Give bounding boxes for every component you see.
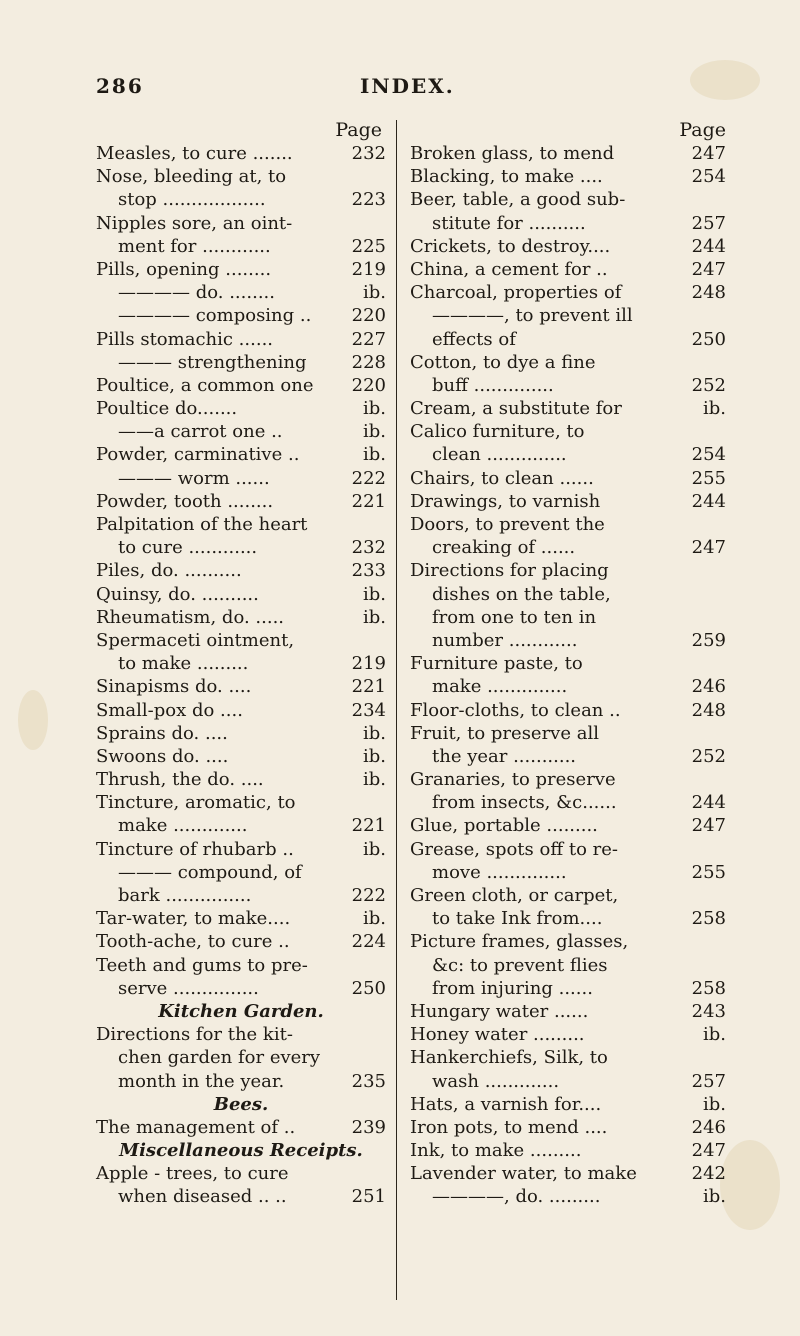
entry-text: Honey water .........	[410, 1024, 585, 1046]
entry-text: Chairs, to clean ......	[410, 467, 594, 489]
index-entry	[410, 1116, 726, 1139]
index-entry	[410, 1046, 726, 1069]
entry-text: Tooth-ache, to cure ..	[96, 931, 290, 953]
index-entry	[410, 977, 726, 1000]
section-heading	[96, 1000, 386, 1023]
index-entry	[96, 1023, 386, 1046]
entry-page-ref: 258	[691, 977, 726, 999]
section-heading	[96, 1093, 386, 1116]
entry-page-ref: ib.	[362, 444, 386, 466]
entry-page-ref: 244	[691, 235, 726, 257]
index-entry	[96, 258, 386, 281]
paper-stain	[690, 60, 760, 100]
index-entry	[96, 443, 386, 466]
entry-page-ref: 255	[691, 467, 726, 489]
entry-text: from injuring ......	[432, 977, 593, 999]
entry-text: Broken glass, to mend	[410, 143, 615, 164]
entry-text: Crickets, to destroy....	[410, 235, 611, 257]
index-entry	[96, 559, 386, 582]
section-heading-text: Miscellaneous Receipts.	[119, 1140, 363, 1162]
entry-page-ref: 251	[351, 1186, 386, 1208]
index-entry	[96, 1185, 386, 1208]
entry-text: chen garden for every	[118, 1047, 321, 1069]
entry-text: Green cloth, or carpet,	[410, 885, 619, 906]
index-entry	[96, 165, 386, 188]
entry-page-ref: 222	[351, 885, 386, 906]
entry-text: Glue, portable .........	[410, 815, 598, 837]
entry-text: Thrush, the do. ....	[96, 769, 264, 791]
entry-page-ref: 228	[351, 351, 386, 373]
index-entry	[410, 281, 726, 304]
index-entry	[96, 281, 386, 304]
index-entry	[410, 745, 726, 768]
entry-page-ref: 248	[691, 282, 726, 304]
entry-text: Calico furniture, to	[410, 421, 585, 443]
index-entry	[410, 930, 726, 953]
entry-page-ref: 244	[691, 490, 726, 512]
entry-text: Tar-water, to make....	[96, 908, 291, 930]
entry-page-ref: ib.	[702, 398, 726, 420]
entry-text: Tincture of rhubarb ..	[96, 838, 294, 860]
index-entry	[410, 1023, 726, 1046]
entry-page-ref: 221	[351, 490, 386, 512]
entry-text: &c: to prevent flies	[432, 954, 608, 976]
entry-page-ref: 239	[351, 1116, 386, 1138]
index-entry	[96, 606, 386, 629]
index-entry	[410, 1093, 726, 1116]
entry-text: ——a carrot one ..	[118, 421, 283, 443]
entry-text: Palpitation of the heart	[96, 514, 308, 535]
entry-text: wash .............	[432, 1070, 560, 1092]
entry-text: make .............	[118, 815, 248, 837]
entry-page-ref: 235	[351, 1070, 386, 1092]
entry-text: month in the year.	[118, 1070, 285, 1092]
entry-page-ref: 243	[691, 1000, 726, 1022]
index-entry	[410, 814, 726, 837]
entry-text: Picture frames, glasses,	[410, 931, 629, 953]
entry-text: creaking of ......	[432, 537, 576, 559]
index-entry	[410, 536, 726, 559]
index-entry	[410, 513, 726, 536]
entry-text: ment for ............	[118, 235, 271, 257]
entry-page-ref: 247	[691, 815, 726, 837]
entry-page-ref: 232	[351, 143, 386, 164]
entry-text: ———— composing ..	[118, 305, 312, 327]
entry-page-ref: ib.	[362, 838, 386, 860]
entry-text: Drawings, to varnish	[410, 490, 601, 512]
index-entry	[96, 791, 386, 814]
index-entry	[410, 606, 726, 629]
index-entry	[96, 930, 386, 953]
entry-text: Pills stomachic ......	[96, 328, 274, 350]
entry-text: to make .........	[118, 653, 249, 675]
index-entry	[96, 374, 386, 397]
entry-page-ref: ib.	[362, 583, 386, 605]
entry-page-ref: 247	[691, 143, 726, 164]
index-entry	[410, 420, 726, 443]
entry-text: bark ...............	[118, 885, 252, 906]
entry-text: China, a cement for ..	[410, 258, 608, 280]
index-entry	[410, 954, 726, 977]
entry-text: Pills, opening ........	[96, 258, 272, 280]
entry-page-ref: ib.	[362, 421, 386, 443]
entry-page-ref: 221	[351, 815, 386, 837]
index-entry	[96, 699, 386, 722]
entry-page-ref: 232	[351, 537, 386, 559]
index-entry	[96, 420, 386, 443]
entry-page-ref: ib.	[702, 1186, 726, 1208]
section-heading-text: Kitchen Garden.	[158, 1000, 324, 1022]
entry-page-ref: 255	[691, 861, 726, 883]
entry-page-ref: ib.	[362, 908, 386, 930]
entry-text: buff ..............	[432, 374, 554, 396]
index-entry	[410, 351, 726, 374]
entry-text: Sprains do. ....	[96, 722, 228, 744]
index-entry	[410, 791, 726, 814]
entry-page-ref: 220	[351, 305, 386, 327]
entry-text: from one to ten in	[432, 606, 597, 628]
entry-page-ref: 247	[691, 258, 726, 280]
entry-text: stop ..................	[118, 189, 266, 211]
index-entry	[96, 467, 386, 490]
index-entry	[96, 351, 386, 374]
index-entry	[96, 652, 386, 675]
entry-text: Piles, do. ..........	[96, 560, 242, 582]
paper-stain	[720, 1140, 780, 1230]
entry-page-ref: 257	[691, 1070, 726, 1092]
entry-page-ref: 257	[691, 212, 726, 234]
entry-page-ref: ib.	[362, 745, 386, 767]
index-entry	[410, 1070, 726, 1093]
entry-page-ref: 223	[351, 189, 386, 211]
index-entry	[96, 1162, 386, 1185]
page-title: INDEX.	[360, 74, 455, 98]
entry-text: Lavender water, to make	[410, 1163, 637, 1185]
index-entry	[96, 954, 386, 977]
entry-page-ref: 242	[691, 1163, 726, 1185]
index-entry	[410, 142, 726, 165]
entry-text: Rheumatism, do. .....	[96, 606, 285, 628]
paper-stain	[18, 690, 48, 750]
entry-page-ref: 258	[691, 908, 726, 930]
index-entry	[410, 722, 726, 745]
entry-text: ———— do. ........	[118, 282, 275, 304]
index-entry	[410, 165, 726, 188]
entry-text: Floor-cloths, to clean ..	[410, 699, 621, 721]
index-entry	[410, 304, 726, 327]
index-entry	[96, 675, 386, 698]
entry-page-ref: 244	[691, 792, 726, 814]
index-entry	[410, 861, 726, 884]
entry-text: clean ..............	[432, 444, 567, 466]
index-entry	[96, 1070, 386, 1093]
index-entry	[96, 212, 386, 235]
entry-text: dishes on the table,	[432, 583, 611, 605]
entry-text: Hankerchiefs, Silk, to	[410, 1047, 608, 1069]
index-entry	[96, 536, 386, 559]
index-column-left	[96, 118, 386, 1209]
index-entry	[410, 583, 726, 606]
entry-page-ref: 252	[691, 374, 726, 396]
entry-text: to take Ink from....	[432, 908, 603, 930]
entry-text: Granaries, to preserve	[410, 769, 616, 791]
entry-text: Furniture paste, to	[410, 653, 583, 675]
entry-text: the year ...........	[432, 745, 577, 767]
entry-page-ref: ib.	[362, 398, 386, 420]
entry-page-ref: 247	[691, 1140, 726, 1162]
entry-text: Nipples sore, an oint-	[96, 212, 293, 234]
entry-text: Sinapisms do. ....	[96, 676, 252, 698]
entry-text: number ............	[432, 629, 578, 651]
index-entry	[96, 745, 386, 768]
index-entry	[96, 397, 386, 420]
entry-text: Poultice do.......	[96, 398, 238, 420]
entry-text: serve ...............	[118, 977, 259, 999]
entry-text: Measles, to cure .......	[96, 143, 293, 164]
entry-text: Hats, a varnish for....	[410, 1093, 602, 1115]
entry-page-ref: 224	[351, 931, 386, 953]
entry-text: when diseased .. ..	[118, 1186, 287, 1208]
entry-page-ref: 234	[351, 699, 386, 721]
entry-page-ref: 259	[691, 629, 726, 651]
entry-text: Teeth and gums to pre-	[96, 954, 308, 976]
index-entry	[410, 258, 726, 281]
entry-text: Fruit, to preserve all	[410, 722, 599, 744]
index-entry	[96, 722, 386, 745]
entry-page-ref: ib.	[362, 769, 386, 791]
entry-text: from insects, &c......	[432, 792, 617, 814]
index-entry	[410, 374, 726, 397]
entry-text: ————, to prevent ill	[432, 305, 633, 327]
index-entry	[96, 1046, 386, 1069]
entry-text: Directions for the kit-	[96, 1024, 293, 1046]
entry-text: Apple - trees, to cure	[96, 1163, 289, 1185]
index-entry	[410, 652, 726, 675]
entry-text: make ..............	[432, 676, 568, 698]
index-entry	[410, 629, 726, 652]
entry-text: Powder, tooth ........	[96, 490, 274, 512]
index-entry	[410, 188, 726, 211]
page-number: 286	[96, 74, 144, 98]
index-entry	[410, 559, 726, 582]
index-entry	[410, 1185, 726, 1208]
entry-text: The management of ..	[96, 1116, 296, 1138]
index-entry	[96, 235, 386, 258]
index-entry	[410, 768, 726, 791]
index-entry	[96, 629, 386, 652]
index-entry	[96, 977, 386, 1000]
entry-text: to cure ............	[118, 537, 258, 559]
index-entry	[96, 907, 386, 930]
entry-text: Poultice, a common one	[96, 374, 314, 396]
index-entry	[410, 1139, 726, 1162]
index-entry	[410, 328, 726, 351]
entry-page-ref: ib.	[702, 1024, 726, 1046]
entry-page-ref: ib.	[362, 722, 386, 744]
entry-text: Ink, to make .........	[410, 1140, 582, 1162]
entry-page-ref: 246	[691, 1116, 726, 1138]
entry-text: ——— compound, of	[118, 861, 302, 883]
entry-text: Swoons do. ....	[96, 745, 229, 767]
entry-text: Quinsy, do. ..........	[96, 583, 259, 605]
column-divider	[396, 120, 397, 1300]
index-entry	[96, 814, 386, 837]
entry-text: ——— worm ......	[118, 467, 270, 489]
entry-text: Powder, carminative ..	[96, 444, 300, 466]
entry-page-ref: 220	[351, 374, 386, 396]
entry-text: Spermaceti ointment,	[96, 629, 295, 651]
entry-text: move ..............	[432, 861, 567, 883]
entry-page-ref: 219	[351, 258, 386, 280]
entry-text: ————, do. .........	[432, 1186, 601, 1208]
index-entry	[96, 188, 386, 211]
index-entry	[410, 443, 726, 466]
index-entry	[96, 583, 386, 606]
entry-page-ref: 233	[351, 560, 386, 582]
entry-text: effects of	[432, 328, 516, 350]
page-column-label: Page	[335, 119, 382, 141]
index-entry	[410, 467, 726, 490]
entry-page-ref: 248	[691, 699, 726, 721]
index-entry	[410, 212, 726, 235]
entry-page-ref: 219	[351, 653, 386, 675]
entry-text: Cream, a substitute for	[410, 398, 622, 420]
entry-page-ref: 246	[691, 676, 726, 698]
entry-page-ref: 247	[691, 537, 726, 559]
entry-text: Beer, table, a good sub-	[410, 189, 626, 211]
entry-text: Hungary water ......	[410, 1000, 589, 1022]
index-entry	[410, 235, 726, 258]
entry-page-ref: ib.	[702, 1093, 726, 1115]
entry-page-ref: 250	[351, 977, 386, 999]
entry-text: Blacking, to make ....	[410, 166, 603, 188]
entry-text: Tincture, aromatic, to	[96, 792, 296, 814]
section-heading-text: Bees.	[213, 1093, 269, 1115]
entry-page-ref: 254	[691, 444, 726, 466]
entry-page-ref: ib.	[362, 606, 386, 628]
index-entry	[410, 838, 726, 861]
entry-text: Charcoal, properties of	[410, 282, 622, 304]
entry-text: Small-pox do ....	[96, 699, 243, 721]
index-entry	[96, 1116, 386, 1139]
index-entry	[96, 328, 386, 351]
entry-page-ref: 221	[351, 676, 386, 698]
entry-page-ref: 222	[351, 467, 386, 489]
index-entry	[96, 861, 386, 884]
index-entry	[96, 142, 386, 165]
index-entry	[96, 513, 386, 536]
entry-page-ref: 250	[691, 328, 726, 350]
entry-text: ——— strengthening	[118, 351, 307, 373]
index-entry	[410, 397, 726, 420]
entry-text: Nose, bleeding at, to	[96, 166, 287, 188]
index-entry	[96, 838, 386, 861]
entry-text: Iron pots, to mend ....	[410, 1116, 608, 1138]
entry-page-ref: 252	[691, 745, 726, 767]
entry-page-ref: ib.	[362, 282, 386, 304]
index-entry	[410, 884, 726, 907]
index-entry	[410, 675, 726, 698]
entry-page-ref: 254	[691, 166, 726, 188]
index-entry	[410, 1162, 726, 1185]
index-entry	[410, 1000, 726, 1023]
entry-text: Grease, spots off to re-	[410, 838, 618, 860]
index-entry	[410, 490, 726, 513]
entry-text: Directions for placing	[410, 560, 609, 582]
page-column-label: Page	[679, 119, 726, 141]
index-entry	[96, 490, 386, 513]
index-entry	[96, 304, 386, 327]
index-column-right	[410, 118, 726, 1209]
entry-page-ref: 227	[351, 328, 386, 350]
index-entry	[96, 884, 386, 907]
entry-text: Doors, to prevent the	[410, 514, 605, 535]
entry-page-ref: 225	[351, 235, 386, 257]
entry-text: stitute for ..........	[432, 212, 586, 234]
index-entry	[410, 699, 726, 722]
section-heading	[96, 1139, 386, 1162]
index-entry	[410, 907, 726, 930]
entry-text: Cotton, to dye a fine	[410, 351, 596, 373]
index-entry	[96, 768, 386, 791]
